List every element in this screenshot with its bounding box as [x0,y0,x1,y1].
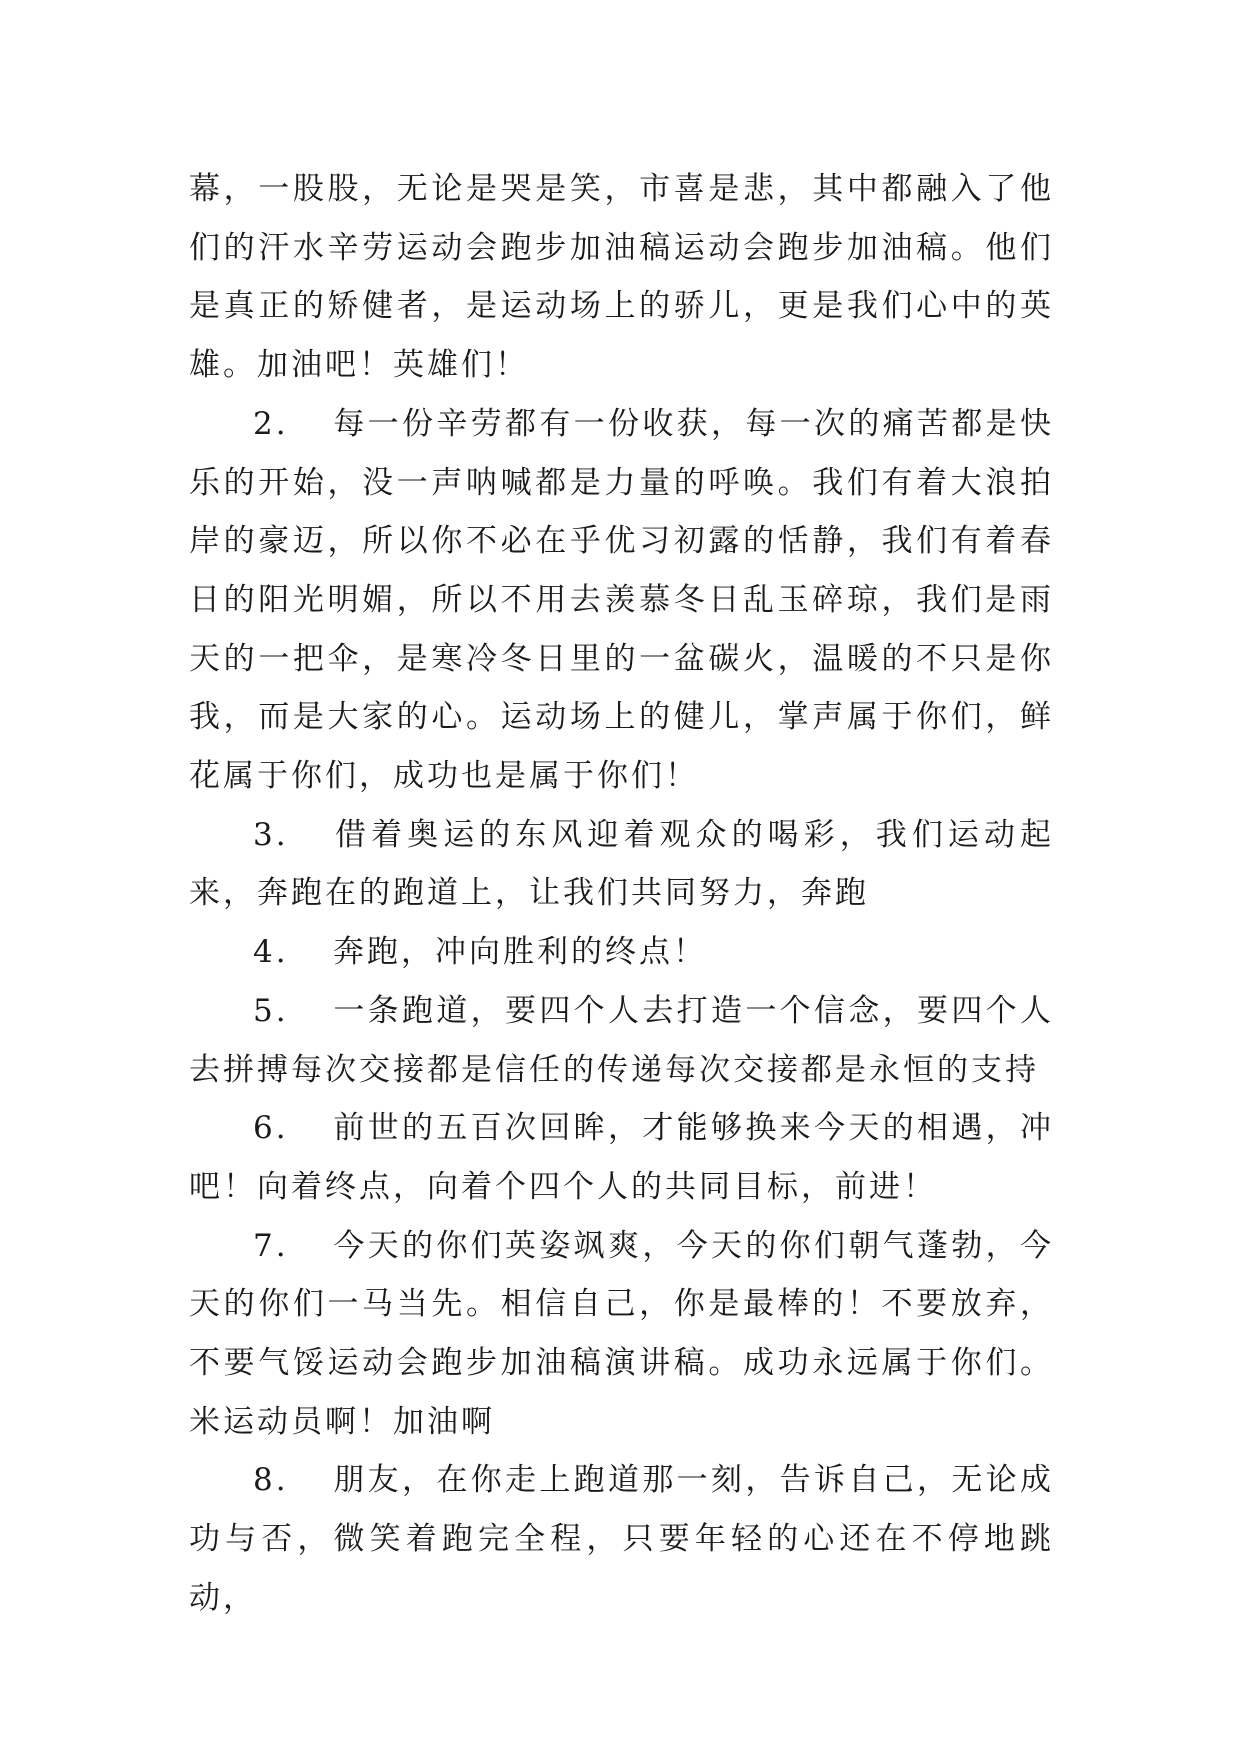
list-number: 7. [253,1227,289,1264]
paragraph-1 [189,160,1054,395]
paragraph-text: 幕，一股股，无论是哭是笑，市喜是悲，其中都融入了他们的汗水辛劳运动会跑步加油稿运动会跑步加油稿。他们是真正的矫健者，是运动场上的骄儿，更是我们心中的英雄。加油吧！英雄们！ [189,171,1054,384]
list-number: 8. [253,1462,289,1499]
paragraph-text: 借着奥运的东风迎着观众的喝彩，我们运动起来，奔跑在的跑道上，让我们共同努力，奔跑 [189,816,1054,912]
paragraph-text: 每一份辛劳都有一份收获，每一次的痛苦都是快乐的开始，没一声呐喊都是力量的呼唤。我们有着大浪拍岸的豪迈，所以你不必在乎优习初露的恬静，我们有着春日的阳光明媚，所以不用去羡慕冬日乱玉碎琼，我们是雨天的一把伞，是寒冷冬日里的一盆碳火，温暖的不只是你我，而是大家的心。运动场上的健儿，掌声属于你们，鲜花属于你们，成功也是属于你们！ [189,405,1054,795]
paragraph-text: 朋友，在你走上跑道那一刻，告诉自己，无论成功与否，微笑着跑完全程，只要年轻的心还在不停地跳动， [189,1462,1054,1616]
paragraph-6 [189,1099,1054,1216]
paragraph-text: 前世的五百次回眸，才能够换来今天的相遇，冲吧！向着终点，向着个四个人的共同目标，前进！ [189,1110,1054,1205]
paragraph-text: 一条跑道，要四个人去打造一个信念，要四个人去拼搏每次交接都是信任的传递每次交接都是永恒的支持 [189,992,1054,1088]
list-number: 2. [253,405,289,442]
paragraph-text: 今天的你们英姿飒爽，今天的你们朝气蓬勃，今天的你们一马当先。相信自己，你是最棒的！不要放弃，不要气馁运动会跑步加油稿演讲稿。成功永远属于你们。米运动员啊！加油啊 [189,1227,1054,1440]
list-number: 6. [253,1110,289,1147]
document-body [189,160,1054,1628]
list-number: 4. [253,934,289,971]
paragraph-text: 奔跑，冲向胜利的终点！ [333,934,707,971]
list-number: 3. [253,816,289,853]
paragraph-5 [189,982,1054,1099]
paragraph-2 [189,395,1054,806]
paragraph-3 [189,806,1054,923]
list-number: 5. [253,992,289,1029]
paragraph-4 [189,923,1054,982]
paragraph-8 [189,1451,1054,1627]
paragraph-7 [189,1217,1054,1452]
